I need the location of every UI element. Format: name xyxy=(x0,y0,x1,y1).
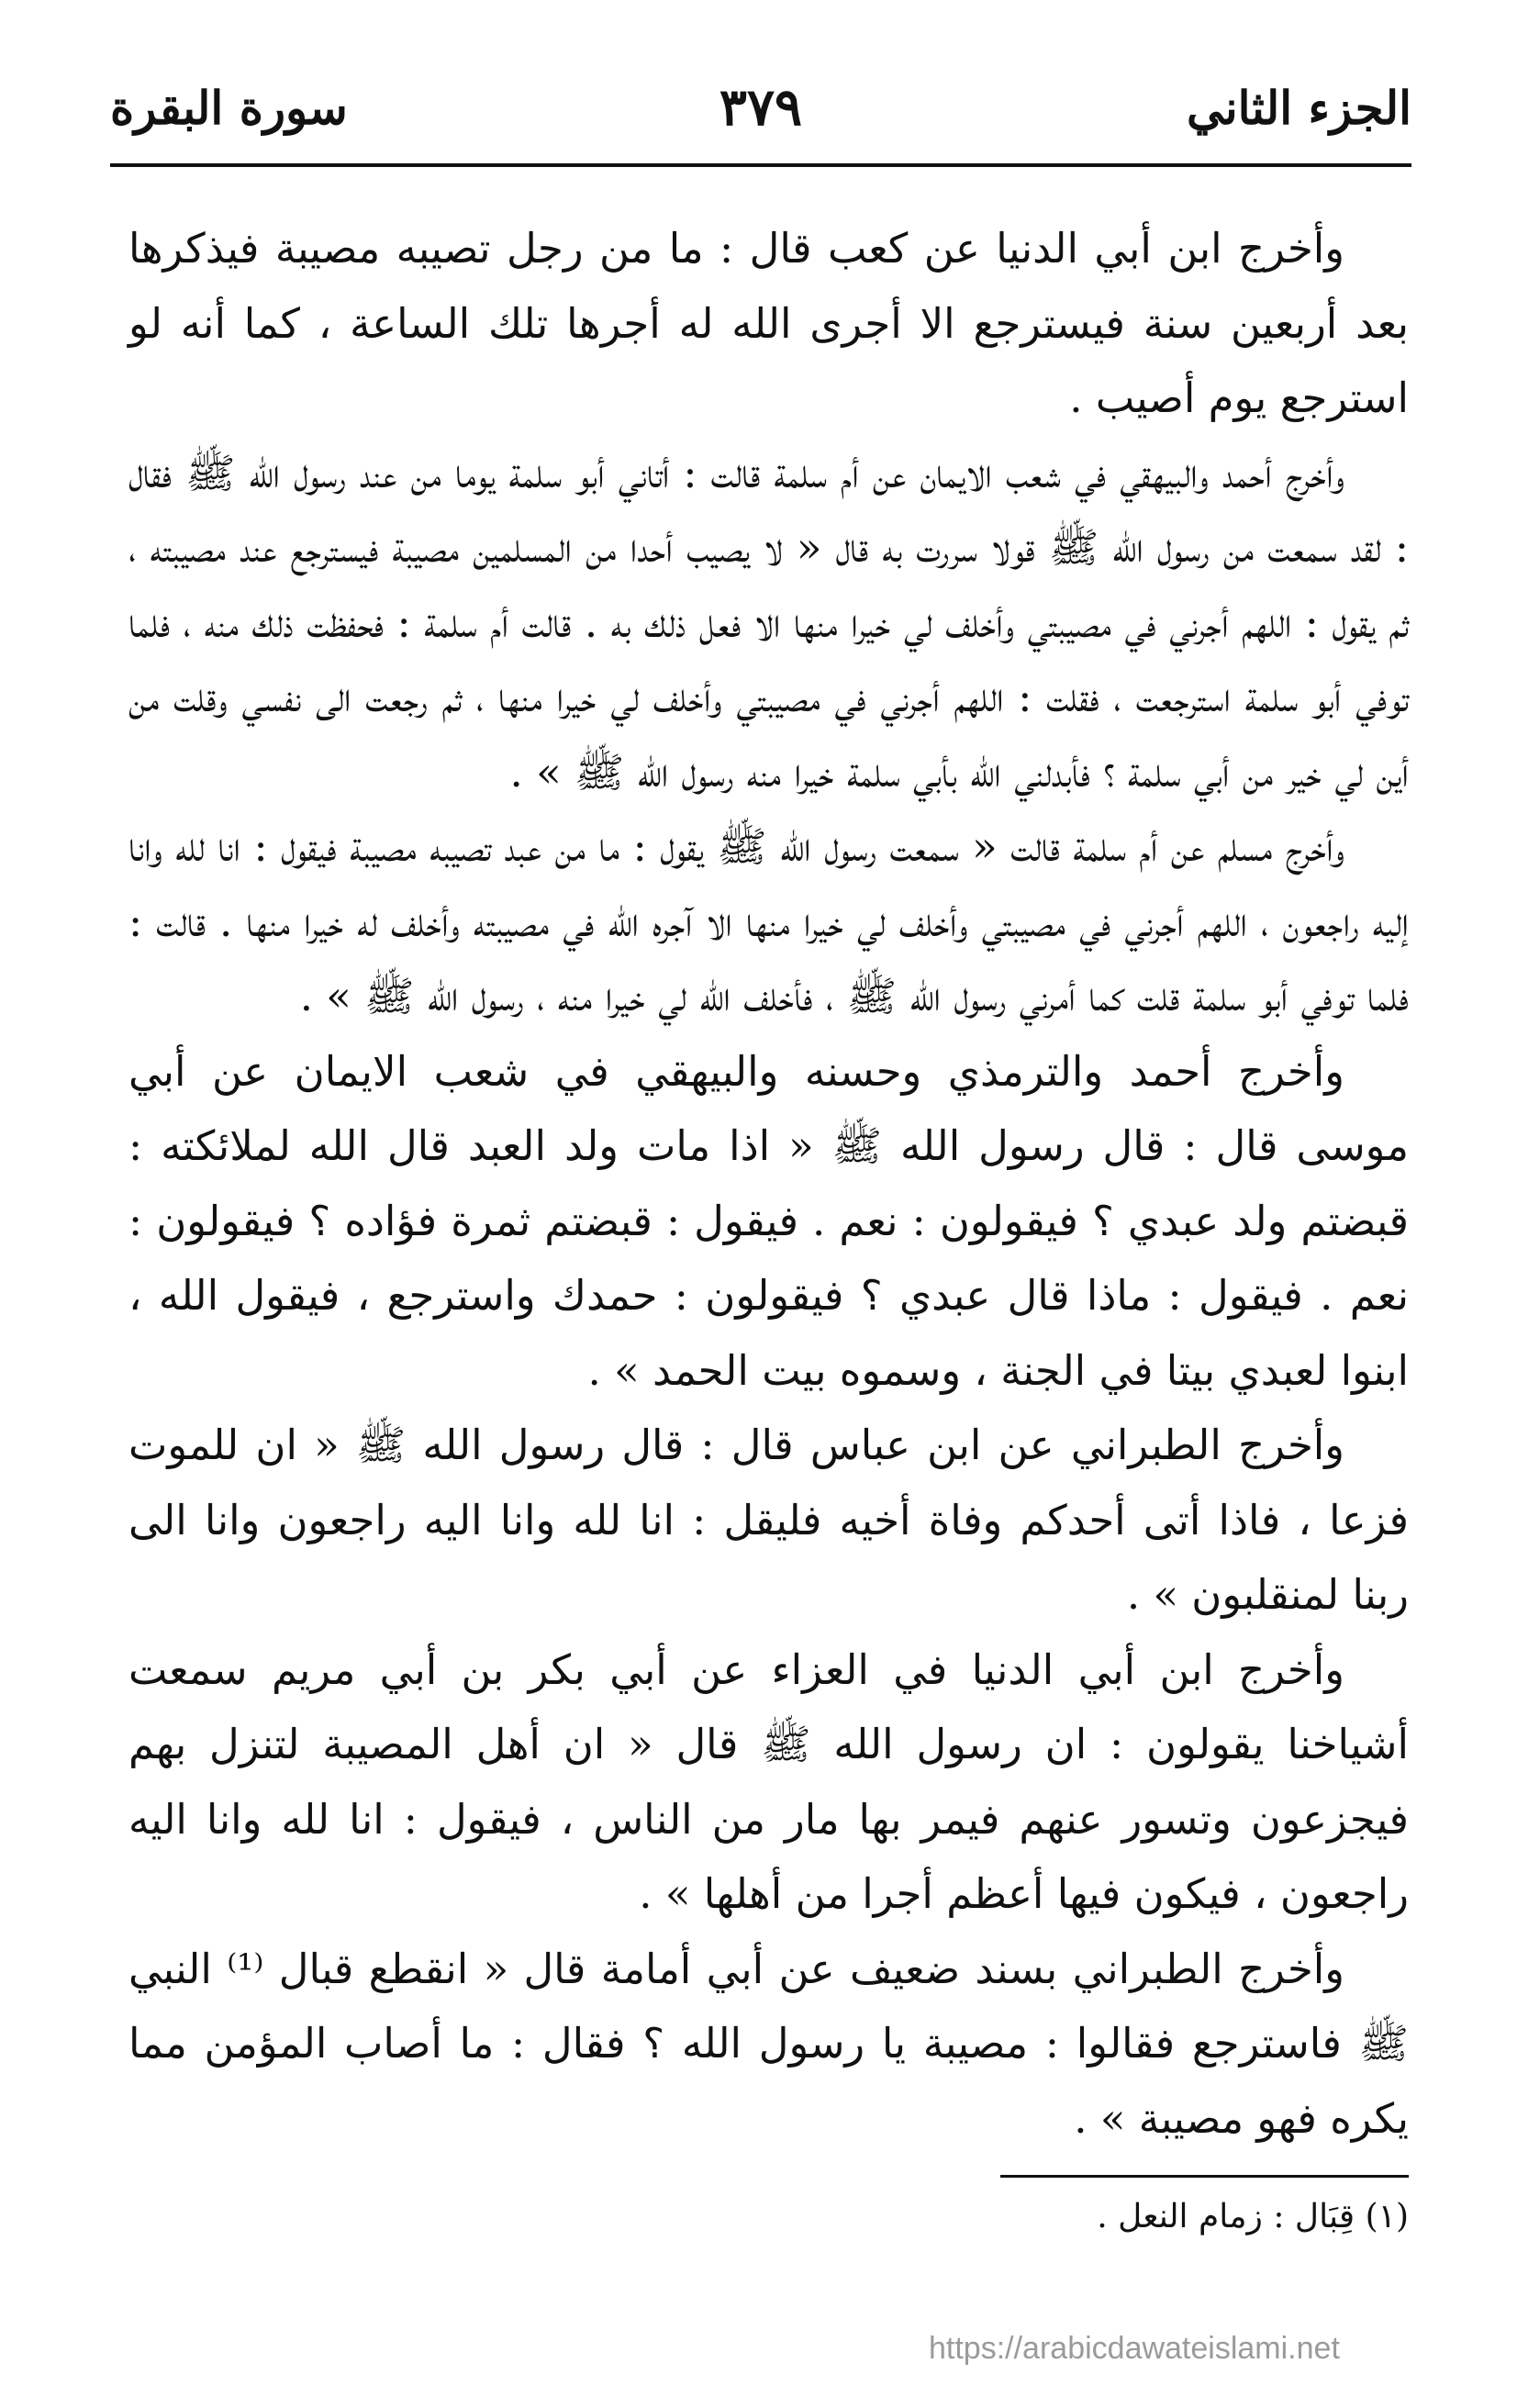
paragraph: وأخرج الطبراني عن ابن عباس قال : قال رسول الله ﷺ « ان للموت فزعا ، فاذا أتى أحدكم وفاة أخيه فليقل : انا لله وانا اليه راجعون وانا الى ربنا لمنقلبون » . xyxy=(128,1421,1409,1619)
paragraph: وأخرج أحمد والبيهقي في شعب الايمان عن أم سلمة قالت : أتاني أبو سلمة يوما من عند رسول الله ﷺ فقال : لقد سمعت من رسول الله ﷺ قولا سررت به قال « لا يصيب أحدا من المسلمين مصيبة فيسترجع عند مصيبته ، ثم يقول : اللهم أجرني في مصيبتي وأخلف لي خيرا منها الا فعل ذلك به . قالت أم سلمة : فحفظت ذلك منه ، فلما توفي أبو سلمة استرجعت ، فقلت : اللهم أجرني في مصيبتي وأخلف لي خيرا منها ، ثم رجعت الى نفسي وقلت من أين لي خير من أبي سلمة ؟ فأبدلني الله بأبي سلمة خيرا منه رسول الله ﷺ » . xyxy=(128,448,1409,797)
header-divider xyxy=(110,163,1411,167)
part-title: الجزء الثاني xyxy=(1187,81,1411,135)
paragraph: وأخرج ابن أبي الدنيا في العزاء عن أبي بكر بن أبي مريم سمعت أشياخنا يقولون : ان رسول الله ﷺ قال « ان أهل المصيبة لتنزل بهم فيجزعون وتسور عنهم فيمر بها مار من الناس ، فيقول : انا لله وانا اليه راجعون ، فيكون فيها أعظم أجرا من أهلها » . xyxy=(128,1644,1409,1918)
paragraph: وأخرج ابن أبي الدنيا عن كعب قال : ما من رجل تصيبه مصيبة فيذكرها بعد أربعين سنة فيسترجع الا أجرى الله له أجرها تلك الساعة ، كما أنه لو استرجع يوم أصيب . xyxy=(128,224,1409,422)
surah-title: سورة البقرة xyxy=(110,81,348,135)
paragraph: وأخرج مسلم عن أم سلمة قالت « سمعت رسول الله ﷺ يقول : ما من عبد تصيبه مصيبة فيقول : انا لله وانا إليه راجعون ، اللهم أجرني في مصيبتي وأخلف لي خيرا منها الا آجره الله في مصيبته وأخلف له خيرا منها . قالت : فلما توفي أبو سلمة قلت كما أمرني رسول الله ﷺ ، فأخلف الله لي خيرا منه ، رسول الله ﷺ » . xyxy=(128,822,1409,1020)
source-watermark: https://arabicdawateislami.net xyxy=(929,2331,1340,2366)
page-number: ٣٧٩ xyxy=(719,77,803,138)
page-header xyxy=(110,64,1411,165)
footnote: (١) قِبَال : زمام النعل . xyxy=(1097,2198,1409,2235)
footnote-divider xyxy=(1000,2175,1409,2178)
main-text xyxy=(128,211,1409,2156)
paragraph: وأخرج أحمد والترمذي وحسنه والبيهقي في شعب الايمان عن أبي موسى قال : قال رسول الله ﷺ « اذا مات ولد العبد قال الله لملائكته : قبضتم ولد عبدي ؟ فيقولون : نعم . فيقول : قبضتم ثمرة فؤاده ؟ فيقولون : نعم . فيقول : ماذا قال عبدي ؟ فيقولون : حمدك واسترجع ، فيقول الله ، ابنوا لعبدي بيتا في الجنة ، وسموه بيت الحمد » . xyxy=(128,1046,1409,1395)
paragraph: وأخرج الطبراني بسند ضعيف عن أبي أمامة قال « انقطع قبال ⁽¹⁾ النبي ﷺ فاسترجع فقالوا : مصيبة يا رسول الله ؟ فقال : ما أصاب المؤمن مما يكره فهو مصيبة » . xyxy=(128,1944,1409,2143)
